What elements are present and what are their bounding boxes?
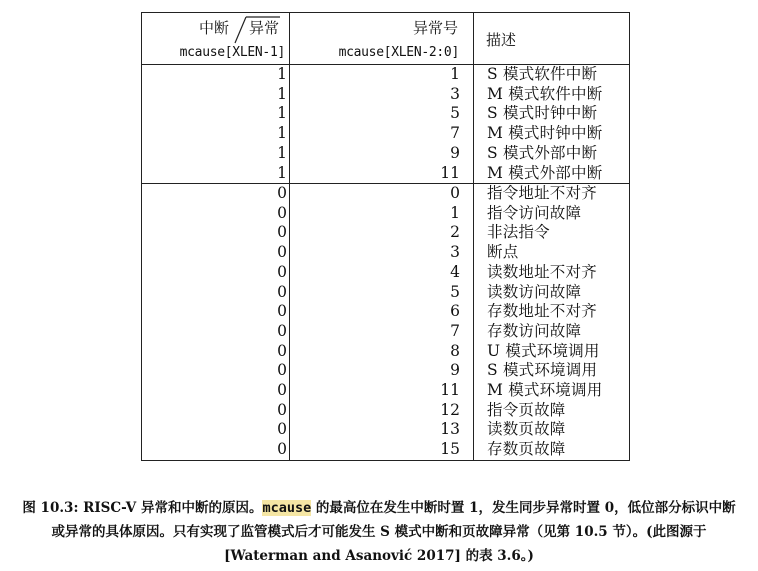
figure-caption (16, 496, 742, 568)
exception-code: 7 (450, 321, 460, 340)
description: 读数访问故障 (487, 282, 582, 301)
description: 存数页故障 (487, 440, 566, 459)
table-row (142, 243, 629, 263)
description: S 模式环境调用 (487, 361, 598, 380)
table-row (142, 322, 629, 342)
exception-code: 9 (450, 361, 460, 380)
table-row (142, 184, 629, 204)
interrupt-flag: 0 (277, 262, 287, 281)
interrupt-flag: 0 (277, 361, 287, 380)
table-row (142, 342, 629, 362)
exception-code: 5 (450, 104, 460, 123)
interrupt-flag: 1 (277, 104, 287, 123)
description: M 模式外部中断 (487, 163, 603, 182)
exception-code: 0 (450, 184, 460, 202)
description: S 模式软件中断 (487, 65, 598, 83)
interrupt-flag: 0 (277, 282, 287, 301)
description: S 模式时钟中断 (487, 104, 598, 123)
description: M 模式软件中断 (487, 84, 603, 103)
caption-code-mcause: mcause (262, 500, 312, 516)
interrupt-flag: 1 (277, 84, 287, 103)
mcause-table (141, 12, 630, 461)
table-row (142, 263, 629, 283)
description: 存数地址不对齐 (487, 302, 597, 321)
table-row (142, 361, 629, 381)
description: 存数访问故障 (487, 321, 582, 340)
table-row (142, 144, 629, 164)
interrupt-flag: 1 (277, 124, 287, 143)
interrupt-flag: 0 (277, 381, 287, 399)
exception-code: 8 (450, 341, 460, 360)
description: 读数地址不对齐 (487, 262, 597, 281)
interrupt-flag: 0 (277, 243, 287, 262)
exception-code: 5 (450, 282, 460, 301)
interrupt-flag: 0 (277, 203, 287, 222)
header-interrupt: 中断 (198, 19, 229, 37)
description: M 模式环境调用 (487, 381, 603, 399)
table-row (142, 124, 629, 144)
interrupt-flag: 0 (277, 341, 287, 360)
exception-code: 11 (440, 381, 460, 399)
interrupt-flag: 1 (277, 65, 287, 83)
table-row (142, 204, 629, 224)
exception-code: 6 (450, 302, 460, 321)
table-row (142, 104, 629, 124)
caption-lead: 图 10.3: RISC-V 异常和中断的原因。 (22, 500, 263, 516)
interrupt-flag: 1 (277, 143, 287, 162)
table-row (142, 164, 629, 184)
exception-code: 11 (440, 163, 460, 182)
caption-body: 的最高位在发生中断时置 1，发生同步异常时置 0，低位部分标识中断或异常的具体原因。只有实现了监管模式后才可能发生 S 模式中断和页故障异常（见第 10.5 节）。(此图源于 [Waterman and Asanović 2017] 的表 3.6。) (51, 500, 736, 564)
interrupt-flag: 0 (277, 420, 287, 439)
interrupt-flag: 0 (277, 440, 287, 459)
table-row (142, 381, 629, 401)
exception-code: 1 (450, 65, 460, 83)
exception-code: 4 (450, 262, 460, 281)
header-code-field: mcause[XLEN-2:0] (338, 45, 459, 60)
table-row (142, 401, 629, 421)
table-row (142, 420, 629, 440)
description: 指令访问故障 (487, 203, 582, 222)
description: U 模式环境调用 (487, 341, 600, 360)
table-row (142, 302, 629, 322)
table-row (142, 283, 629, 303)
description: 指令地址不对齐 (487, 184, 597, 202)
interrupt-flag: 0 (277, 302, 287, 321)
interrupt-flag: 0 (277, 400, 287, 419)
exception-code: 12 (440, 400, 460, 419)
exception-code: 15 (440, 440, 460, 459)
interrupt-flag: 1 (277, 163, 287, 182)
interrupt-flag: 0 (277, 321, 287, 340)
description: M 模式时钟中断 (487, 124, 603, 143)
description: S 模式外部中断 (487, 143, 598, 162)
table-row (142, 440, 629, 460)
header-exception-code: 异常号 (412, 19, 458, 37)
header-exception: 异常 (249, 19, 280, 37)
description: 读数页故障 (487, 420, 566, 439)
description: 指令页故障 (487, 400, 566, 419)
exception-code: 9 (450, 143, 460, 162)
table-row (142, 223, 629, 243)
exception-code: 13 (440, 420, 460, 439)
table-row (142, 65, 629, 85)
exception-code: 1 (450, 203, 460, 222)
exception-code: 3 (450, 243, 460, 262)
exception-code: 2 (450, 223, 460, 242)
header-description: 描述 (486, 31, 517, 49)
interrupt-flag: 0 (277, 223, 287, 242)
exception-code: 7 (450, 124, 460, 143)
description: 断点 (487, 243, 519, 262)
description: 非法指令 (487, 223, 550, 242)
interrupt-flag: 0 (277, 184, 287, 202)
table-row (142, 85, 629, 105)
exception-code: 3 (450, 84, 460, 103)
header-interrupt-field: mcause[XLEN-1] (179, 45, 285, 60)
